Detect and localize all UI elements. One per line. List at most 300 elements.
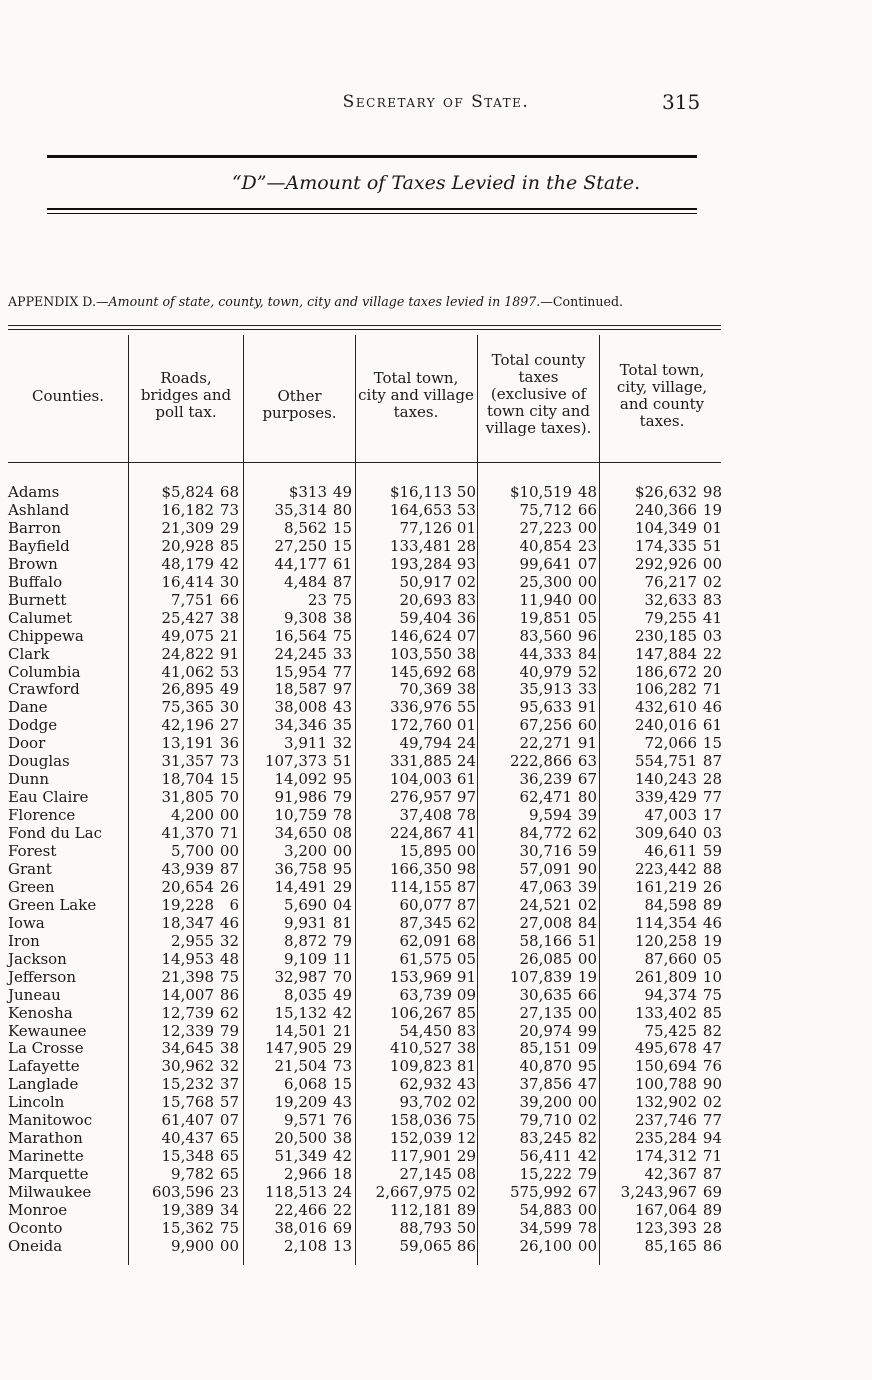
- cell-county: Florence: [8, 806, 76, 825]
- cell-roads-cents: 73: [219, 752, 239, 771]
- cell-county: Fond du Lac: [8, 824, 102, 843]
- cell-grand-total-cents: 22: [702, 644, 722, 663]
- cell-grand-total: 174,335: [634, 536, 697, 555]
- cell-roads-cents: 49: [219, 680, 239, 699]
- cell-county-total: 15,222: [519, 1165, 572, 1184]
- cell-roads: $5,824: [161, 483, 214, 501]
- cell-town-total-cents: 29: [456, 1147, 476, 1166]
- cell-town-total: 37,408: [399, 806, 452, 825]
- cell-grand-total: 339,429: [634, 788, 697, 807]
- header-county-total: Total county taxes (exclusive of town city and village taxes).: [485, 351, 592, 437]
- cell-grand-total-cents: 77: [702, 1111, 722, 1130]
- cell-other-cents: 35: [332, 716, 352, 735]
- cell-roads-cents: 38: [219, 608, 239, 627]
- table-row: [0, 698, 872, 716]
- cell-grand-total: 495,678: [634, 1039, 697, 1058]
- cell-other-cents: 69: [332, 1218, 352, 1237]
- cell-town-total: 20,693: [399, 590, 452, 609]
- cell-county: Jackson: [8, 949, 67, 968]
- cell-grand-total-cents: 86: [702, 1236, 722, 1255]
- cell-county: Green: [8, 877, 55, 896]
- cell-county: Door: [8, 734, 46, 753]
- cell-town-total: 103,550: [389, 644, 452, 663]
- cell-county-total-cents: 82: [577, 1129, 597, 1148]
- cell-other-cents: 24: [332, 1183, 352, 1202]
- table-row: [0, 788, 872, 806]
- cell-roads-cents: 75: [219, 967, 239, 986]
- cell-other: 9,109: [284, 949, 327, 968]
- cell-other: 34,346: [274, 716, 327, 735]
- cell-other: 44,177: [274, 554, 327, 573]
- cell-roads-cents: 86: [219, 985, 239, 1004]
- cell-other: 8,562: [284, 518, 327, 537]
- cell-grand-total: 120,258: [634, 931, 697, 950]
- cell-roads-cents: 6: [229, 895, 239, 914]
- cell-roads-cents: 73: [219, 500, 239, 519]
- cell-town-total: 49,794: [399, 734, 452, 753]
- cell-other-cents: 97: [332, 680, 352, 699]
- cell-county-total-cents: 05: [577, 608, 597, 627]
- cell-grand-total: 230,185: [634, 626, 697, 645]
- cell-county-total: 575,992: [509, 1183, 572, 1202]
- cell-town-total-cents: 12: [456, 1129, 476, 1148]
- top-rule: [47, 155, 697, 158]
- table-row: [0, 501, 872, 519]
- cell-county: Oconto: [8, 1218, 63, 1237]
- table-row: [0, 950, 872, 968]
- cell-grand-total: $26,632: [634, 483, 697, 501]
- cell-other: 107,373: [264, 752, 327, 771]
- cell-roads: 16,182: [161, 500, 214, 519]
- cell-roads: 25,427: [161, 608, 214, 627]
- page-number: 315: [662, 90, 701, 114]
- cell-county-total-cents: 84: [577, 644, 597, 663]
- cell-county-total-cents: 91: [577, 734, 597, 753]
- cell-grand-total: 72,066: [644, 734, 697, 753]
- cell-grand-total-cents: 76: [702, 1057, 722, 1076]
- table-row: [0, 878, 872, 896]
- cell-roads: 31,805: [161, 788, 214, 807]
- cell-roads-cents: 48: [219, 949, 239, 968]
- running-head: [0, 92, 872, 112]
- cell-county: Crawford: [8, 680, 80, 699]
- cell-town-total: 104,003: [389, 770, 452, 789]
- cell-other: 91,986: [274, 788, 327, 807]
- cell-county: Bayfield: [8, 536, 70, 555]
- cell-county-total: 30,716: [519, 842, 572, 860]
- cell-county-total: 62,471: [519, 788, 572, 807]
- cell-town-total-cents: 61: [456, 770, 476, 789]
- cell-county-total-cents: 96: [577, 626, 597, 645]
- cell-grand-total-cents: 19: [702, 931, 722, 950]
- cell-county: Lafayette: [8, 1057, 80, 1076]
- cell-town-total-cents: 87: [456, 877, 476, 896]
- table-row: [0, 680, 872, 698]
- cell-town-total-cents: 05: [456, 949, 476, 968]
- cell-grand-total: 161,219: [634, 877, 697, 896]
- cell-roads: 14,953: [161, 949, 214, 968]
- cell-other-cents: 70: [332, 967, 352, 986]
- cell-roads: 15,768: [161, 1093, 214, 1112]
- cell-county: Green Lake: [8, 895, 97, 914]
- cell-roads: 15,348: [161, 1147, 214, 1166]
- cell-roads: 41,062: [161, 662, 214, 681]
- cell-roads-cents: 15: [219, 770, 239, 789]
- cell-town-total: 112,181: [389, 1201, 452, 1219]
- cell-county-total-cents: 62: [577, 824, 597, 843]
- cell-other: 3,911: [284, 734, 327, 753]
- cell-town-total: 27,145: [399, 1165, 452, 1184]
- cell-town-total-cents: 68: [456, 931, 476, 950]
- cell-county: Dodge: [8, 716, 58, 735]
- cell-town-total-cents: 02: [456, 1093, 476, 1112]
- cell-other: 10,759: [274, 806, 327, 825]
- cell-county-total: 85,151: [519, 1039, 572, 1058]
- cell-other-cents: 78: [332, 806, 352, 825]
- cell-grand-total: 84,598: [644, 895, 697, 914]
- cell-grand-total: 432,610: [634, 698, 697, 717]
- cell-other: 22,466: [274, 1201, 327, 1219]
- cell-town-total: 114,155: [389, 877, 452, 896]
- cell-county-total-cents: 19: [577, 967, 597, 986]
- cell-other: 21,504: [274, 1057, 327, 1076]
- cell-town-total-cents: 89: [456, 1201, 476, 1219]
- cell-grand-total-cents: 83: [702, 590, 722, 609]
- cell-roads: 75,365: [161, 698, 214, 717]
- cell-grand-total-cents: 02: [702, 572, 722, 591]
- cell-other-cents: 38: [332, 1129, 352, 1148]
- cell-roads: 18,347: [161, 913, 214, 932]
- cell-roads: 14,007: [161, 985, 214, 1004]
- cell-county-total: 56,411: [519, 1147, 572, 1166]
- cell-roads: 20,654: [161, 877, 214, 896]
- cell-grand-total-cents: 20: [702, 662, 722, 681]
- cell-roads: 15,232: [161, 1075, 214, 1094]
- cell-town-total: 224,867: [389, 824, 452, 843]
- table-row: [0, 860, 872, 878]
- cell-town-total: 60,077: [399, 895, 452, 914]
- cell-other-cents: 95: [332, 859, 352, 878]
- table-row: [0, 752, 872, 770]
- cell-other-cents: 00: [332, 842, 352, 860]
- cell-town-total-cents: 24: [456, 752, 476, 771]
- cell-county: Marquette: [8, 1165, 89, 1184]
- cell-roads-cents: 07: [219, 1111, 239, 1130]
- cell-town-total: 54,450: [399, 1021, 452, 1040]
- cell-grand-total: 174,312: [634, 1147, 697, 1166]
- cell-county-total: 24,521: [519, 895, 572, 914]
- cell-county-total: 27,008: [519, 913, 572, 932]
- cell-grand-total-cents: 82: [702, 1021, 722, 1040]
- cell-other: 8,035: [284, 985, 327, 1004]
- cell-county-total: 34,599: [519, 1218, 572, 1237]
- bottom-rule-thin: [47, 213, 697, 214]
- cell-other: 15,132: [274, 1003, 327, 1022]
- cell-town-total-cents: 24: [456, 734, 476, 753]
- cell-county-total-cents: 39: [577, 877, 597, 896]
- cell-roads-cents: 42: [219, 554, 239, 573]
- cell-other-cents: 77: [332, 662, 352, 681]
- cell-grand-total: 3,243,967: [620, 1183, 697, 1202]
- header-rule: [8, 462, 721, 463]
- cell-roads-cents: 75: [219, 1218, 239, 1237]
- cell-roads: 21,309: [161, 518, 214, 537]
- cell-roads-cents: 30: [219, 698, 239, 717]
- cell-other-cents: 18: [332, 1165, 352, 1184]
- cell-county-total-cents: 90: [577, 859, 597, 878]
- table-row: [0, 483, 872, 501]
- cell-other: 15,954: [274, 662, 327, 681]
- cell-town-total: 50,917: [399, 572, 452, 591]
- cell-county-total-cents: 66: [577, 985, 597, 1004]
- cell-grand-total: 46,611: [644, 842, 697, 860]
- cell-grand-total: 75,425: [644, 1021, 697, 1040]
- cell-other: 2,966: [284, 1165, 327, 1184]
- cell-county: Calumet: [8, 608, 73, 627]
- cell-grand-total: 292,926: [634, 554, 697, 573]
- cell-town-total: 70,369: [399, 680, 452, 699]
- cell-other: 19,209: [274, 1093, 327, 1112]
- cell-town-total: 152,039: [389, 1129, 452, 1148]
- cell-county-total: 99,641: [519, 554, 572, 573]
- cell-town-total-cents: 07: [456, 626, 476, 645]
- cell-other: 6,068: [284, 1075, 327, 1094]
- table-row: [0, 537, 872, 555]
- cell-county-total: 40,979: [519, 662, 572, 681]
- cell-county-total-cents: 39: [577, 806, 597, 825]
- cell-grand-total-cents: 47: [702, 1039, 722, 1058]
- cell-other: 9,931: [284, 913, 327, 932]
- cell-county-total: 19,851: [519, 608, 572, 627]
- cell-grand-total-cents: 71: [702, 680, 722, 699]
- header-town-total: Total town, city and village taxes.: [358, 369, 474, 421]
- cell-county: Marinette: [8, 1147, 84, 1166]
- cell-other-cents: 04: [332, 895, 352, 914]
- cell-county-total-cents: 09: [577, 1039, 597, 1058]
- cell-roads: 24,822: [161, 644, 214, 663]
- cell-grand-total-cents: 69: [702, 1183, 722, 1202]
- cell-other: 51,349: [274, 1147, 327, 1166]
- cell-roads: 19,389: [161, 1201, 214, 1219]
- cell-other-cents: 15: [332, 518, 352, 537]
- cell-roads: 12,339: [161, 1021, 214, 1040]
- cell-county-total: 30,635: [519, 985, 572, 1004]
- cell-county: Kenosha: [8, 1003, 73, 1022]
- cell-other-cents: 76: [332, 1111, 352, 1130]
- cell-roads-cents: 37: [219, 1075, 239, 1094]
- cell-town-total-cents: 83: [456, 1021, 476, 1040]
- cell-county-total: 67,256: [519, 716, 572, 735]
- cell-town-total-cents: 38: [456, 644, 476, 663]
- cell-grand-total: 133,402: [634, 1003, 697, 1022]
- cell-county: Adams: [8, 483, 60, 501]
- cell-other: 23: [307, 590, 327, 609]
- cell-town-total: 117,901: [389, 1147, 452, 1166]
- cell-town-total-cents: 75: [456, 1111, 476, 1130]
- table-row: [0, 1075, 872, 1093]
- cell-roads: 9,782: [171, 1165, 214, 1184]
- cell-roads: 49,075: [161, 626, 214, 645]
- cell-county-total-cents: 02: [577, 895, 597, 914]
- cell-town-total-cents: 36: [456, 608, 476, 627]
- cell-roads: 18,704: [161, 770, 214, 789]
- cell-town-total: 166,350: [389, 859, 452, 878]
- table-row: [0, 1129, 872, 1147]
- cell-roads-cents: 26: [219, 877, 239, 896]
- cell-county-total-cents: 67: [577, 770, 597, 789]
- header-grand-total: Total town, city, village, and county taxes.: [616, 361, 708, 430]
- cell-town-total-cents: 81: [456, 1057, 476, 1076]
- cell-county-total-cents: 99: [577, 1021, 597, 1040]
- cell-roads-cents: 32: [219, 931, 239, 950]
- cell-county: Burnett: [8, 590, 67, 609]
- cell-grand-total: 167,064: [634, 1201, 697, 1219]
- cell-town-total: 164,653: [389, 500, 452, 519]
- table-row: [0, 627, 872, 645]
- cell-town-total-cents: 43: [456, 1075, 476, 1094]
- table-row: [0, 986, 872, 1004]
- cell-other-cents: 32: [332, 734, 352, 753]
- cell-other: 8,872: [284, 931, 327, 950]
- cell-town-total-cents: 28: [456, 536, 476, 555]
- cell-town-total-cents: 02: [456, 572, 476, 591]
- cell-roads: 20,928: [161, 536, 214, 555]
- cell-grand-total: 554,751: [634, 752, 697, 771]
- cell-grand-total-cents: 19: [702, 500, 722, 519]
- cell-county-total: 35,913: [519, 680, 572, 699]
- cell-other-cents: 29: [332, 1039, 352, 1058]
- cell-county: Grant: [8, 859, 52, 878]
- cell-county-total: 20,974: [519, 1021, 572, 1040]
- cell-county-total-cents: 84: [577, 913, 597, 932]
- cell-county: Ashland: [8, 500, 70, 519]
- cell-other-cents: 75: [332, 626, 352, 645]
- cell-roads-cents: 00: [219, 842, 239, 860]
- cell-other-cents: 79: [332, 931, 352, 950]
- cell-other: 118,513: [264, 1183, 327, 1202]
- cell-other-cents: 15: [332, 536, 352, 555]
- table-row: [0, 968, 872, 986]
- table-row: [0, 1057, 872, 1075]
- cell-other-cents: 95: [332, 770, 352, 789]
- cell-grand-total-cents: 75: [702, 985, 722, 1004]
- cell-town-total-cents: 93: [456, 554, 476, 573]
- cell-county-total-cents: 95: [577, 1057, 597, 1076]
- table-row: [0, 716, 872, 734]
- cell-county: Kewaunee: [8, 1021, 87, 1040]
- cell-other: 14,092: [274, 770, 327, 789]
- table-row: [0, 1237, 872, 1255]
- cell-town-total: 172,760: [389, 716, 452, 735]
- cell-county: Lincoln: [8, 1093, 65, 1112]
- cell-grand-total: 123,393: [634, 1218, 697, 1237]
- cell-county-total: 83,245: [519, 1129, 572, 1148]
- cell-county-total: 37,856: [519, 1075, 572, 1094]
- cell-county: Oneida: [8, 1236, 63, 1255]
- cell-grand-total-cents: 05: [702, 949, 722, 968]
- cell-roads: 16,414: [161, 572, 214, 591]
- cell-roads: 41,370: [161, 824, 214, 843]
- cell-county-total-cents: 23: [577, 536, 597, 555]
- cell-county-total: 75,712: [519, 500, 572, 519]
- cell-other: 38,008: [274, 698, 327, 717]
- cell-county-total: 11,940: [519, 590, 572, 609]
- cell-other: 5,690: [284, 895, 327, 914]
- cell-county: Manitowoc: [8, 1111, 93, 1130]
- header-other: Other purposes.: [262, 387, 337, 422]
- cell-grand-total-cents: 71: [702, 1147, 722, 1166]
- table-row: [0, 663, 872, 681]
- cell-county: Langlade: [8, 1075, 79, 1094]
- cell-grand-total: 100,788: [634, 1075, 697, 1094]
- cell-roads: 26,895: [161, 680, 214, 699]
- cell-county-total: 222,866: [509, 752, 572, 771]
- header-roads: Roads, bridges and poll tax.: [140, 369, 232, 421]
- cell-town-total: 2,667,975: [375, 1183, 452, 1202]
- cell-roads-cents: 91: [219, 644, 239, 663]
- cell-other: 4,484: [284, 572, 327, 591]
- cell-roads-cents: 79: [219, 1021, 239, 1040]
- cell-grand-total-cents: 17: [702, 806, 722, 825]
- cell-county-total-cents: 33: [577, 680, 597, 699]
- cell-town-total-cents: 38: [456, 680, 476, 699]
- cell-grand-total: 94,374: [644, 985, 697, 1004]
- appendix-label: APPENDIX D.—: [8, 294, 109, 309]
- table-top-rule-1: [8, 325, 721, 326]
- cell-roads: 61,407: [161, 1111, 214, 1130]
- cell-grand-total-cents: 59: [702, 842, 722, 860]
- cell-roads: 40,437: [161, 1129, 214, 1148]
- cell-roads: 603,596: [151, 1183, 214, 1202]
- cell-grand-total: 237,746: [634, 1111, 697, 1130]
- cell-other: 16,564: [274, 626, 327, 645]
- cell-grand-total-cents: 98: [702, 483, 722, 501]
- cell-roads: 34,645: [161, 1039, 214, 1058]
- cell-roads: 30,962: [161, 1057, 214, 1076]
- cell-grand-total-cents: 46: [702, 698, 722, 717]
- cell-other-cents: 73: [332, 1057, 352, 1076]
- cell-town-total-cents: 08: [456, 1165, 476, 1184]
- cell-roads-cents: 30: [219, 572, 239, 591]
- cell-grand-total-cents: 61: [702, 716, 722, 735]
- cell-other: 35,314: [274, 500, 327, 519]
- cell-county-total: 83,560: [519, 626, 572, 645]
- cell-other-cents: 22: [332, 1201, 352, 1219]
- cell-grand-total: 132,902: [634, 1093, 697, 1112]
- cell-grand-total-cents: 15: [702, 734, 722, 753]
- cell-other-cents: 33: [332, 644, 352, 663]
- cell-grand-total-cents: 85: [702, 1003, 722, 1022]
- cell-grand-total-cents: 00: [702, 554, 722, 573]
- cell-town-total-cents: 98: [456, 859, 476, 878]
- table-row: [0, 591, 872, 609]
- cell-town-total-cents: 62: [456, 913, 476, 932]
- cell-other-cents: 38: [332, 608, 352, 627]
- cell-other-cents: 49: [332, 483, 352, 501]
- cell-town-total-cents: 97: [456, 788, 476, 807]
- cell-roads-cents: 87: [219, 859, 239, 878]
- cell-town-total: 146,624: [389, 626, 452, 645]
- cell-town-total: 336,976: [389, 698, 452, 717]
- cell-roads-cents: 23: [219, 1183, 239, 1202]
- cell-county: Dane: [8, 698, 48, 717]
- cell-town-total-cents: 68: [456, 662, 476, 681]
- cell-roads: 31,357: [161, 752, 214, 771]
- cell-town-total: 276,957: [389, 788, 452, 807]
- table-row: [0, 1022, 872, 1040]
- table-row: [0, 896, 872, 914]
- cell-county-total-cents: 00: [577, 1093, 597, 1112]
